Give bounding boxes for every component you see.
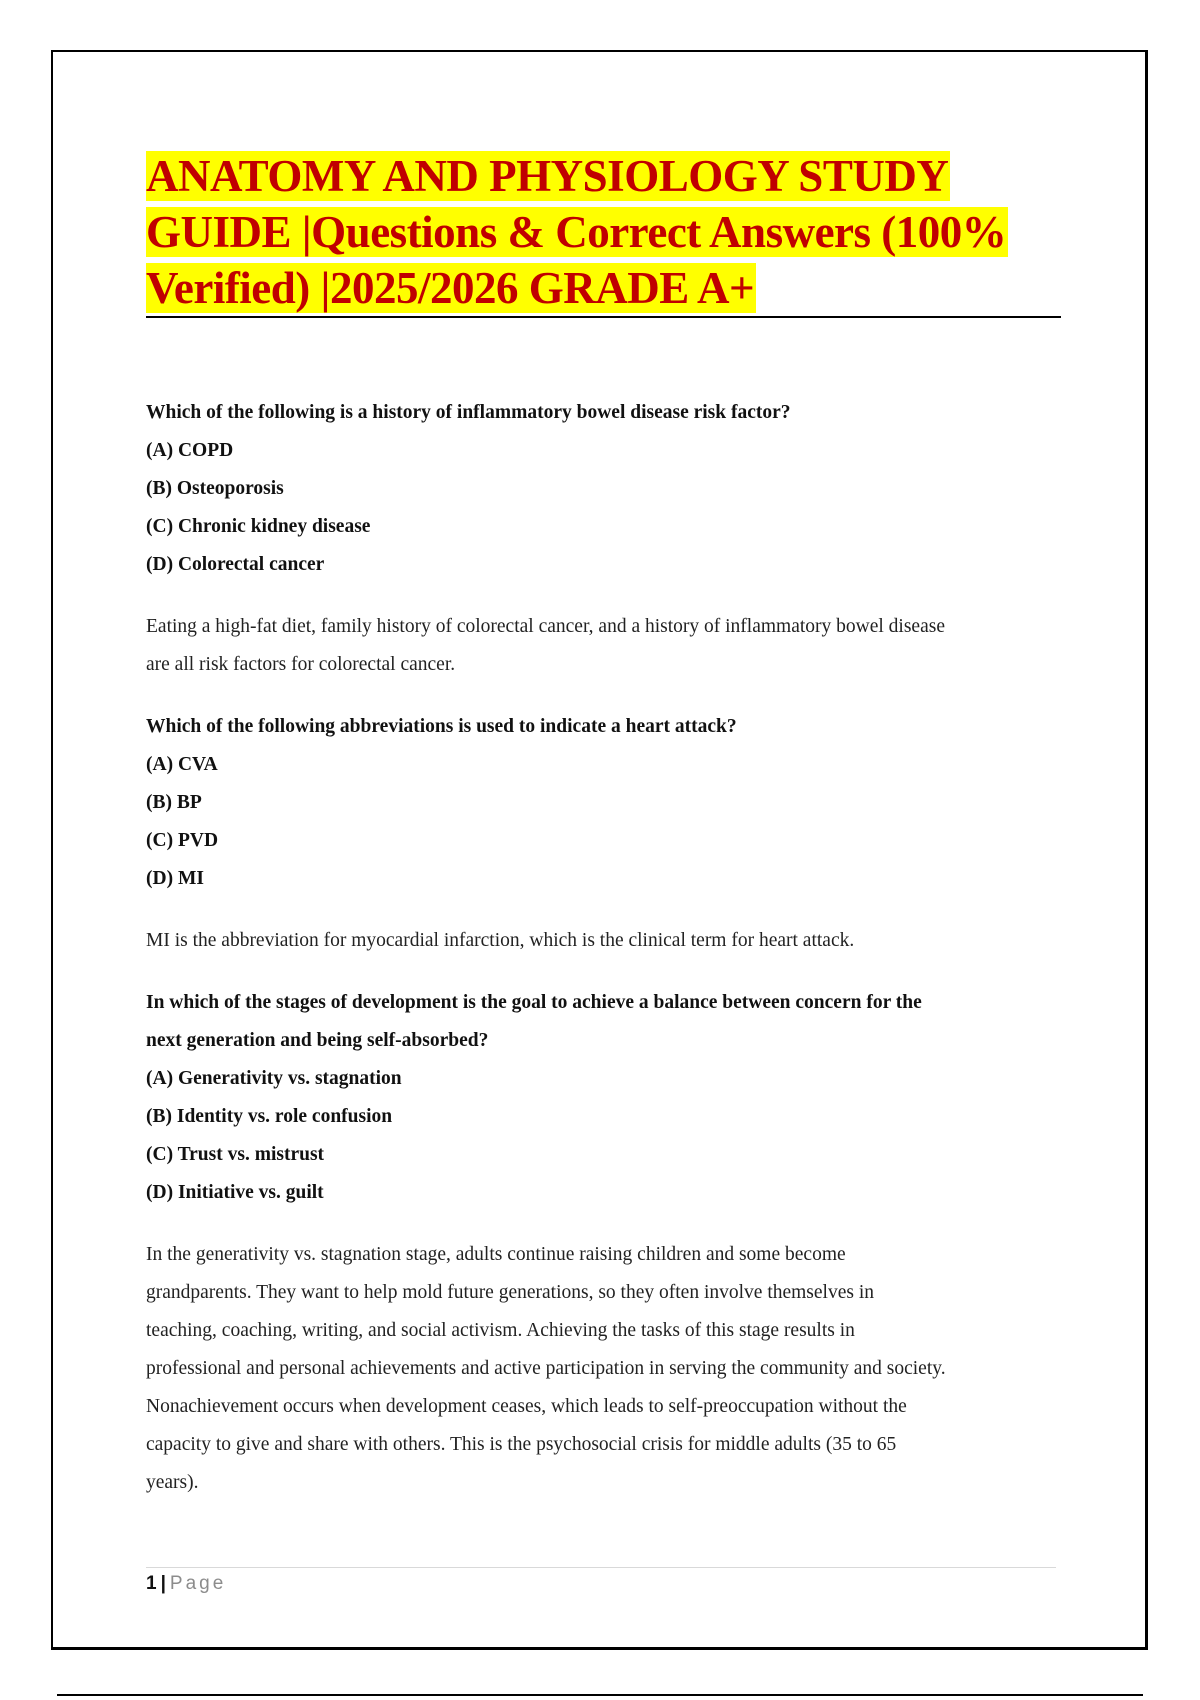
answer-option: (B) Osteoporosis	[146, 478, 284, 499]
answer-option: (A) CVA	[146, 754, 218, 775]
answer-option: (C) PVD	[146, 830, 219, 851]
footer-divider	[146, 1567, 1056, 1568]
answer-option: (B) BP	[146, 792, 202, 813]
title-line-2: GUIDE |Questions & Correct Answers (100%	[146, 207, 1007, 257]
question-text: Which of the following is a history of inflammatory bowel disease risk factor?	[146, 402, 791, 423]
question-text: Which of the following abbreviations is used to indicate a heart attack?	[146, 716, 737, 737]
question-text: next generation and being self-absorbed?	[146, 1030, 489, 1051]
explanation-text: MI is the abbreviation for myocardial infarction, which is the clinical term for heart attack.	[146, 930, 855, 951]
title-line-1: ANATOMY AND PHYSIOLOGY STUDY	[146, 151, 949, 201]
explanation-text: Eating a high-fat diet, family history of colorectal cancer, and a history of inflammatory bowel disease	[146, 616, 945, 637]
explanation-text: years).	[146, 1472, 199, 1493]
page-label: Page	[169, 1573, 227, 1594]
next-page-edge	[57, 1694, 1143, 1696]
explanation-text: are all risk factors for colorectal cancer.	[146, 654, 456, 675]
answer-option: (A) COPD	[146, 440, 234, 461]
answer-option: (B) Identity vs. role confusion	[146, 1106, 393, 1127]
page-number: 1	[146, 1573, 157, 1594]
question-block-3	[146, 984, 1061, 1502]
page-footer	[146, 1572, 226, 1596]
answer-option: (D) Colorectal cancer	[146, 554, 325, 575]
title-line-3: Verified) |2025/2026 GRADE A+	[146, 263, 755, 313]
explanation-text: capacity to give and share with others. This is the psychosocial crisis for middle adults (35 to 65	[146, 1434, 897, 1455]
question-text: In which of the stages of development is the goal to achieve a balance between concern for the	[146, 992, 922, 1013]
explanation-text: grandparents. They want to help mold future generations, so they often involve themselves in	[146, 1282, 875, 1303]
answer-option: (D) MI	[146, 868, 204, 889]
explanation-text: teaching, coaching, writing, and social activism. Achieving the tasks of this stage results in	[146, 1320, 855, 1341]
explanation-text: In the generativity vs. stagnation stage, adults continue raising children and some become	[146, 1244, 846, 1265]
explanation-text: professional and personal achievements and active participation in serving the community and society.	[146, 1358, 946, 1379]
page-content	[146, 148, 1061, 1502]
explanation-text: Nonachievement occurs when development ceases, which leads to self-preoccupation without the	[146, 1396, 907, 1417]
question-block-2	[146, 708, 1061, 960]
footer-separator: |	[160, 1573, 166, 1594]
answer-option: (C) Chronic kidney disease	[146, 516, 371, 537]
answer-option: (A) Generativity vs. stagnation	[146, 1068, 402, 1089]
question-block-1	[146, 394, 1061, 684]
answer-option: (C) Trust vs. mistrust	[146, 1144, 325, 1165]
document-title	[146, 148, 1061, 318]
answer-option: (D) Initiative vs. guilt	[146, 1182, 324, 1203]
